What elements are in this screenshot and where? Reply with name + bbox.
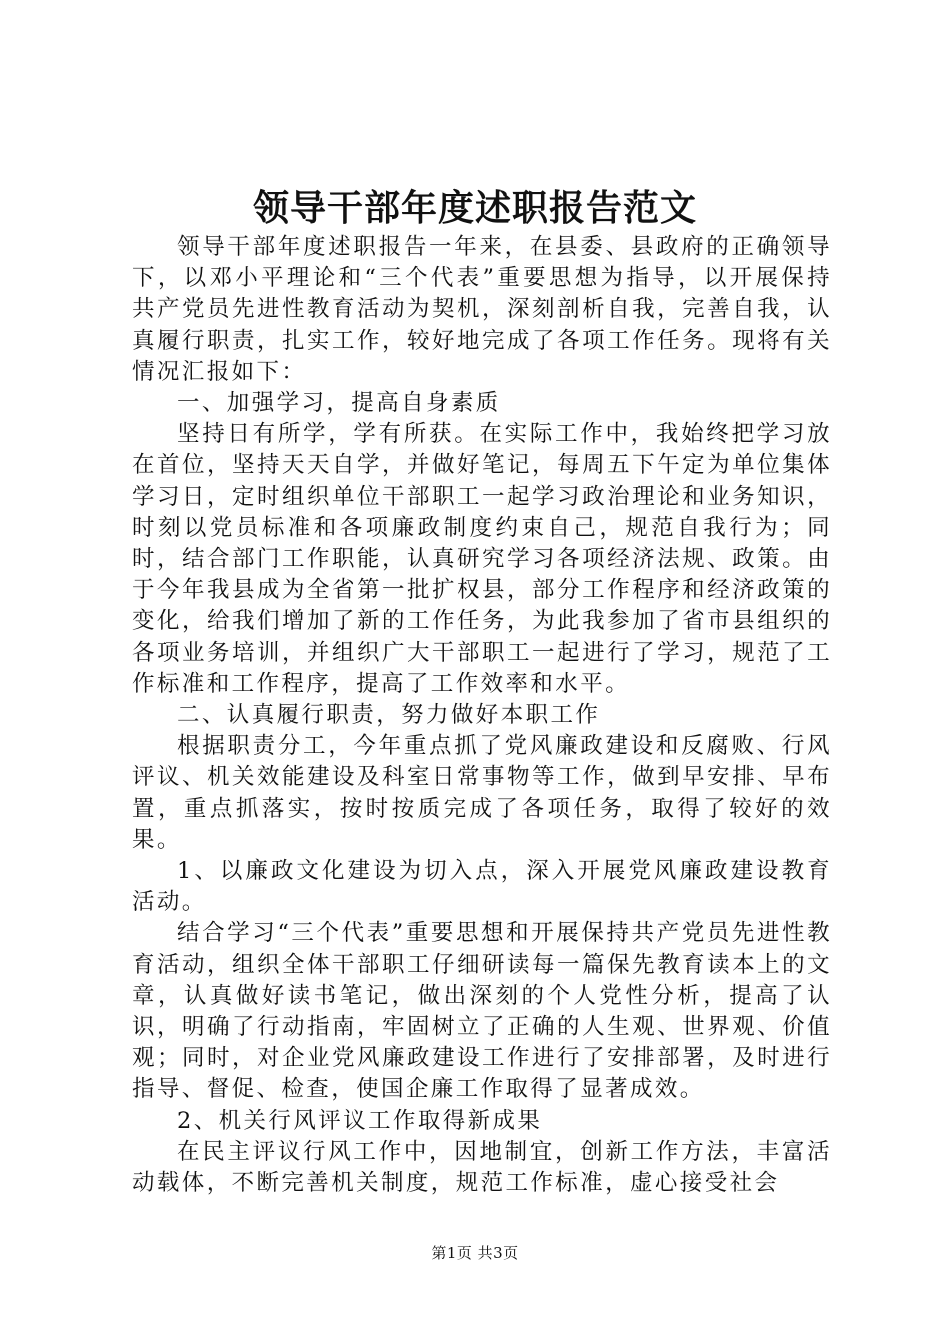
document-body xyxy=(132,232,832,1199)
subsection-heading-2: 2、机关行风评议工作取得新成果 xyxy=(177,1107,543,1134)
page-footer: 第1页 共3页 xyxy=(431,1244,519,1262)
subsection-1-paragraph: 结合学习“三个代表”重要思想和开展保持共产党员先进性教育活动，组织全体干部职工仔细研读每一篇保先教育读本上的文章，认真做好读书笔记，做出深刻的个人党性分析，提高了认识，明确了行动指南，牢固树立了正确的人生观、世界观、价值观；同时，对企业党风廉政建设工作进行了安排部署，及时进行指导、督促、检查，使国企廉工作取得了显著成效。 xyxy=(132,920,832,1103)
section-2-paragraph: 根据职责分工，今年重点抓了党风廉政建设和反腐败、行风评议、机关效能建设及科室日常事物等工作，做到早安排、早布置，重点抓落实，按时按质完成了各项任务，取得了较好的效果。 xyxy=(132,733,832,853)
document-title: 领导干部年度述职报告范文 xyxy=(252,187,697,229)
section-heading-2: 二、认真履行职责，努力做好本职工作 xyxy=(177,702,601,729)
section-1-paragraph: 坚持日有所学，学有所获。在实际工作中，我始终把学习放在首位，坚持天天自学，并做好笔记，每周五下午定为单位集体学习日，定时组织单位干部职工一起学习政治理论和业务知识，时刻以党员标准和各项廉政制度约束自己，规范自我行为；同时，结合部门工作职能，认真研究学习各项经济法规、政策。由于今年我县成为全省第一批扩权县，部分工作程序和经济政策的变化，给我们增加了新的工作任务，为此我参加了省市县组织的各项业务培训，并组织广大干部职工一起进行了学习，规范了工作标准和工作程序，提高了工作效率和水平。 xyxy=(132,421,832,697)
section-heading-1: 一、加强学习，提高自身素质 xyxy=(177,390,501,417)
subsection-2-paragraph: 在民主评议行风工作中，因地制宜，创新工作方法，丰富活动载体，不断完善机关制度，规范工作标准，虚心接受社会 xyxy=(132,1138,832,1197)
subsection-heading-1: 1、以廉政文化建设为切入点，深入开展党风廉政建设教育活动。 xyxy=(132,858,832,916)
intro-paragraph: 领导干部年度述职报告一年来，在县委、县政府的正确领导下，以邓小平理论和“三个代表”重要思想为指导，以开展保持共产党员先进性教育活动为契机，深刻剖析自我，完善自我，认真履行职责，扎实工作，较好地完成了各项工作任务。现将有关情况汇报如下： xyxy=(132,234,832,385)
